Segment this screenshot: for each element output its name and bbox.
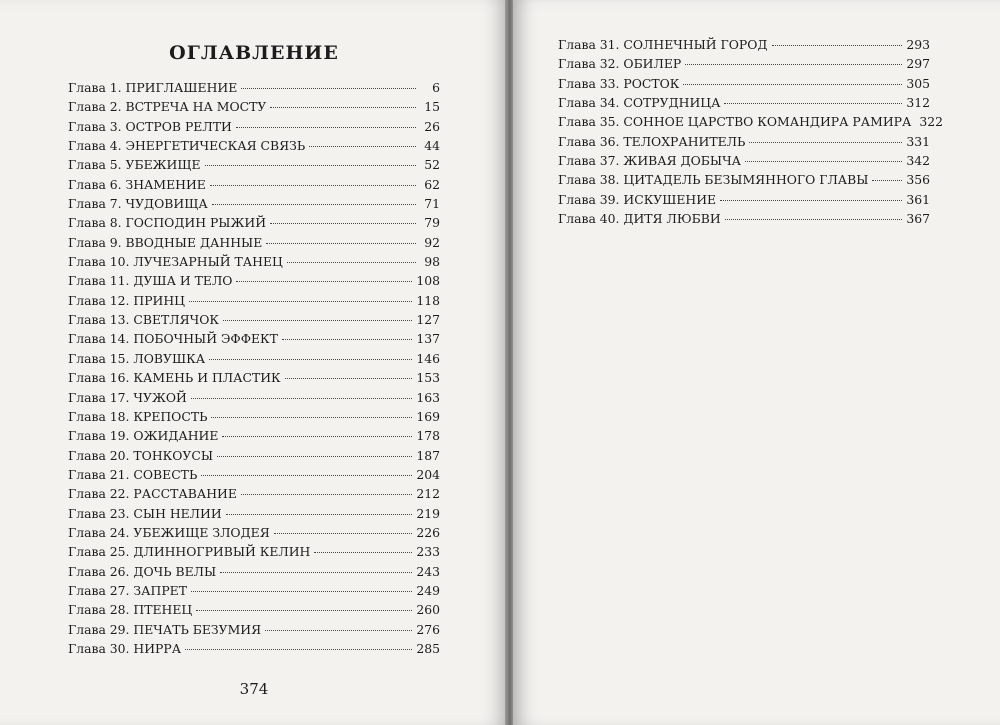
chapter-page-number: 305 bbox=[906, 75, 930, 91]
chapter-page-number: 163 bbox=[416, 389, 440, 405]
chapter-title: Глава 15. ЛОВУШКА bbox=[68, 350, 206, 366]
chapter-title: Глава 13. СВЕТЛЯЧОК bbox=[68, 312, 219, 328]
chapter-page-number: 187 bbox=[416, 447, 440, 463]
chapter-title: Глава 4. ЭНЕРГЕТИЧЕСКАЯ СВЯЗЬ bbox=[68, 138, 306, 154]
dot-leader bbox=[236, 127, 416, 128]
toc-entry bbox=[68, 80, 440, 99]
chapter-title: Глава 18. КРЕПОСТЬ bbox=[68, 408, 208, 424]
toc-entry bbox=[68, 312, 440, 331]
dot-leader bbox=[191, 591, 412, 592]
toc-entry bbox=[68, 506, 440, 525]
toc-entry bbox=[558, 37, 930, 56]
chapter-page-number: 322 bbox=[919, 114, 944, 130]
toc-entry bbox=[68, 525, 440, 544]
page-title: ОГЛАВЛЕНИЕ bbox=[169, 42, 339, 64]
chapter-page-number: 285 bbox=[416, 640, 440, 656]
chapter-page-number: 118 bbox=[416, 292, 440, 308]
dot-leader bbox=[270, 223, 416, 224]
chapter-title: Глава 12. ПРИНЦ bbox=[68, 292, 185, 308]
chapter-title: Глава 22. РАССТАВАНИЕ bbox=[68, 486, 237, 502]
toc-entry bbox=[68, 293, 440, 312]
chapter-page-number: 219 bbox=[416, 505, 440, 521]
chapter-title: Глава 34. СОТРУДНИЦА bbox=[558, 95, 721, 111]
toc-entry bbox=[558, 192, 930, 211]
dot-leader bbox=[270, 107, 416, 108]
chapter-title: Глава 17. ЧУЖОЙ bbox=[68, 389, 187, 405]
chapter-page-number: 342 bbox=[906, 153, 930, 169]
chapter-title: Глава 1. ПРИГЛАШЕНИЕ bbox=[68, 80, 238, 95]
dot-leader bbox=[185, 649, 412, 650]
toc-entry bbox=[558, 114, 944, 133]
dot-leader bbox=[201, 475, 412, 476]
chapter-page-number: 178 bbox=[416, 428, 440, 444]
toc-entry bbox=[68, 331, 440, 350]
dot-leader bbox=[209, 359, 412, 360]
chapter-title: Глава 5. УБЕЖИЩЕ bbox=[68, 157, 201, 173]
chapter-title: Глава 2. ВСТРЕЧА НА МОСТУ bbox=[68, 99, 267, 115]
chapter-page-number: 44 bbox=[424, 138, 440, 154]
chapter-page-number: 297 bbox=[906, 56, 930, 72]
chapter-title: Глава 16. КАМЕНЬ И ПЛАСТИК bbox=[68, 370, 281, 386]
toc-entry bbox=[68, 467, 440, 486]
dot-leader bbox=[725, 219, 903, 220]
chapter-title: Глава 25. ДЛИННОГРИВЫЙ КЕЛИН bbox=[68, 544, 311, 560]
chapter-title: Глава 38. ЦИТАДЕЛЬ БЕЗЫМЯННОГО ГЛАВЫ bbox=[558, 172, 869, 188]
toc-entry bbox=[68, 177, 440, 196]
chapter-title: Глава 21. СОВЕСТЬ bbox=[68, 466, 198, 482]
chapter-page-number: 6 bbox=[432, 80, 440, 95]
chapter-page-number: 52 bbox=[424, 157, 440, 173]
toc-entry bbox=[68, 409, 440, 428]
toc-entry bbox=[558, 211, 930, 230]
chapter-title: Глава 31. СОЛНЕЧНЫЙ ГОРОД bbox=[558, 37, 768, 52]
toc-entry bbox=[68, 641, 440, 660]
chapter-title: Глава 6. ЗНАМЕНИЕ bbox=[68, 176, 206, 192]
chapter-page-number: 226 bbox=[416, 524, 440, 540]
chapter-page-number: 146 bbox=[416, 350, 440, 366]
chapter-title: Глава 24. УБЕЖИЩЕ ЗЛОДЕЯ bbox=[68, 524, 270, 540]
chapter-title: Глава 7. ЧУДОВИЩА bbox=[68, 196, 208, 212]
toc-entry bbox=[68, 486, 440, 505]
dot-leader bbox=[309, 146, 416, 147]
dot-leader bbox=[223, 320, 412, 321]
dot-leader bbox=[772, 45, 903, 46]
toc-entry bbox=[68, 544, 440, 563]
chapter-page-number: 356 bbox=[906, 172, 930, 188]
toc-entry bbox=[68, 215, 440, 234]
toc-entry bbox=[68, 99, 440, 118]
toc-entry bbox=[558, 76, 930, 95]
chapter-title: Глава 27. ЗАПРЕТ bbox=[68, 582, 187, 598]
toc-entry bbox=[68, 273, 440, 292]
toc-entry bbox=[68, 157, 440, 176]
chapter-title: Глава 9. ВВОДНЫЕ ДАННЫЕ bbox=[68, 234, 263, 250]
chapter-page-number: 15 bbox=[424, 99, 440, 115]
chapter-title: Глава 40. ДИТЯ ЛЮБВИ bbox=[558, 211, 721, 227]
toc-entry bbox=[68, 196, 440, 215]
chapter-page-number: 249 bbox=[416, 582, 440, 598]
chapter-page-number: 169 bbox=[416, 408, 440, 424]
chapter-page-number: 276 bbox=[416, 621, 440, 637]
dot-leader bbox=[745, 161, 902, 162]
toc-entry bbox=[68, 254, 440, 273]
toc-entry bbox=[68, 351, 440, 370]
chapter-page-number: 62 bbox=[424, 176, 440, 192]
chapter-title: Глава 10. ЛУЧЕЗАРНЫЙ ТАНЕЦ bbox=[68, 254, 283, 270]
chapter-title: Глава 19. ОЖИДАНИЕ bbox=[68, 428, 219, 444]
dot-leader bbox=[222, 436, 412, 437]
dot-leader bbox=[282, 339, 412, 340]
dot-leader bbox=[236, 281, 412, 282]
chapter-title: Глава 35. СОННОЕ ЦАРСТВО КОМАНДИРА РАМИРА bbox=[558, 114, 912, 130]
dot-leader bbox=[287, 262, 416, 263]
chapter-title: Глава 20. ТОНКОУСЫ bbox=[68, 447, 214, 463]
toc-entry bbox=[68, 564, 440, 583]
chapter-page-number: 92 bbox=[424, 234, 440, 250]
dot-leader bbox=[210, 185, 416, 186]
dot-leader bbox=[211, 417, 412, 418]
chapter-page-number: 71 bbox=[424, 196, 440, 212]
toc-entry bbox=[558, 172, 930, 191]
toc-entry bbox=[68, 602, 440, 621]
dot-leader bbox=[685, 64, 902, 65]
chapter-page-number: 137 bbox=[416, 331, 440, 347]
chapter-page-number: 367 bbox=[906, 211, 930, 227]
dot-leader bbox=[226, 514, 413, 515]
chapter-title: Глава 36. ТЕЛОХРАНИТЕЛЬ bbox=[558, 133, 746, 149]
chapter-title: Глава 33. РОСТОК bbox=[558, 75, 680, 91]
toc-list-right bbox=[558, 37, 944, 230]
chapter-title: Глава 26. ДОЧЬ ВЕЛЫ bbox=[68, 563, 217, 579]
chapter-title: Глава 30. НИРРА bbox=[68, 640, 182, 656]
chapter-title: Глава 3. ОСТРОВ РЕЛТИ bbox=[68, 118, 232, 134]
chapter-page-number: 331 bbox=[906, 133, 930, 149]
dot-leader bbox=[205, 165, 416, 166]
chapter-page-number: 233 bbox=[416, 544, 440, 560]
toc-entry bbox=[68, 370, 440, 389]
dot-leader bbox=[285, 378, 413, 379]
chapter-page-number: 204 bbox=[416, 466, 440, 482]
toc-entry bbox=[558, 56, 930, 75]
dot-leader bbox=[274, 533, 413, 534]
chapter-title: Глава 11. ДУША И ТЕЛО bbox=[68, 273, 233, 289]
toc-entry bbox=[68, 138, 440, 157]
toc-entry bbox=[68, 390, 440, 409]
dot-leader bbox=[749, 142, 902, 143]
chapter-page-number: 361 bbox=[906, 191, 930, 207]
toc-entry bbox=[68, 428, 440, 447]
dot-leader bbox=[217, 456, 412, 457]
chapter-page-number: 26 bbox=[424, 118, 440, 134]
chapter-page-number: 312 bbox=[906, 95, 930, 111]
dot-leader bbox=[683, 84, 902, 85]
chapter-page-number: 108 bbox=[416, 273, 440, 289]
page-number: 374 bbox=[239, 680, 269, 698]
dot-leader bbox=[220, 572, 412, 573]
chapter-page-number: 79 bbox=[424, 215, 440, 231]
dot-leader bbox=[314, 552, 412, 553]
chapter-page-number: 243 bbox=[416, 563, 440, 579]
toc-entry bbox=[68, 622, 440, 641]
dot-leader bbox=[266, 243, 416, 244]
toc-entry bbox=[558, 134, 930, 153]
chapter-title: Глава 28. ПТЕНЕЦ bbox=[68, 602, 193, 618]
dot-leader bbox=[191, 398, 413, 399]
chapter-title: Глава 8. ГОСПОДИН РЫЖИЙ bbox=[68, 215, 267, 231]
toc-entry bbox=[68, 119, 440, 138]
dot-leader bbox=[720, 200, 902, 201]
chapter-page-number: 260 bbox=[416, 602, 440, 618]
dot-leader bbox=[265, 630, 412, 631]
chapter-page-number: 153 bbox=[416, 370, 440, 386]
chapter-title: Глава 32. ОБИЛЕР bbox=[558, 56, 682, 72]
dot-leader bbox=[189, 301, 412, 302]
chapter-title: Глава 37. ЖИВАЯ ДОБЫЧА bbox=[558, 153, 742, 169]
toc-list-left bbox=[68, 80, 440, 660]
chapter-title: Глава 23. СЫН НЕЛИИ bbox=[68, 505, 222, 521]
dot-leader bbox=[872, 180, 902, 181]
chapter-page-number: 293 bbox=[906, 37, 930, 52]
toc-entry bbox=[68, 583, 440, 602]
dot-leader bbox=[212, 204, 416, 205]
toc-entry bbox=[558, 95, 930, 114]
toc-entry bbox=[68, 235, 440, 254]
chapter-title: Глава 29. ПЕЧАТЬ БЕЗУМИЯ bbox=[68, 621, 262, 637]
chapter-page-number: 212 bbox=[416, 486, 440, 502]
dot-leader bbox=[241, 88, 416, 89]
toc-entry bbox=[558, 153, 930, 172]
chapter-title: Глава 14. ПОБОЧНЫЙ ЭФФЕКТ bbox=[68, 331, 278, 347]
chapter-page-number: 98 bbox=[424, 254, 440, 270]
toc-entry bbox=[68, 448, 440, 467]
dot-leader bbox=[196, 610, 412, 611]
dot-leader bbox=[724, 103, 902, 104]
chapter-title: Глава 39. ИСКУШЕНИЕ bbox=[558, 191, 717, 207]
dot-leader bbox=[241, 494, 412, 495]
chapter-page-number: 127 bbox=[416, 312, 440, 328]
